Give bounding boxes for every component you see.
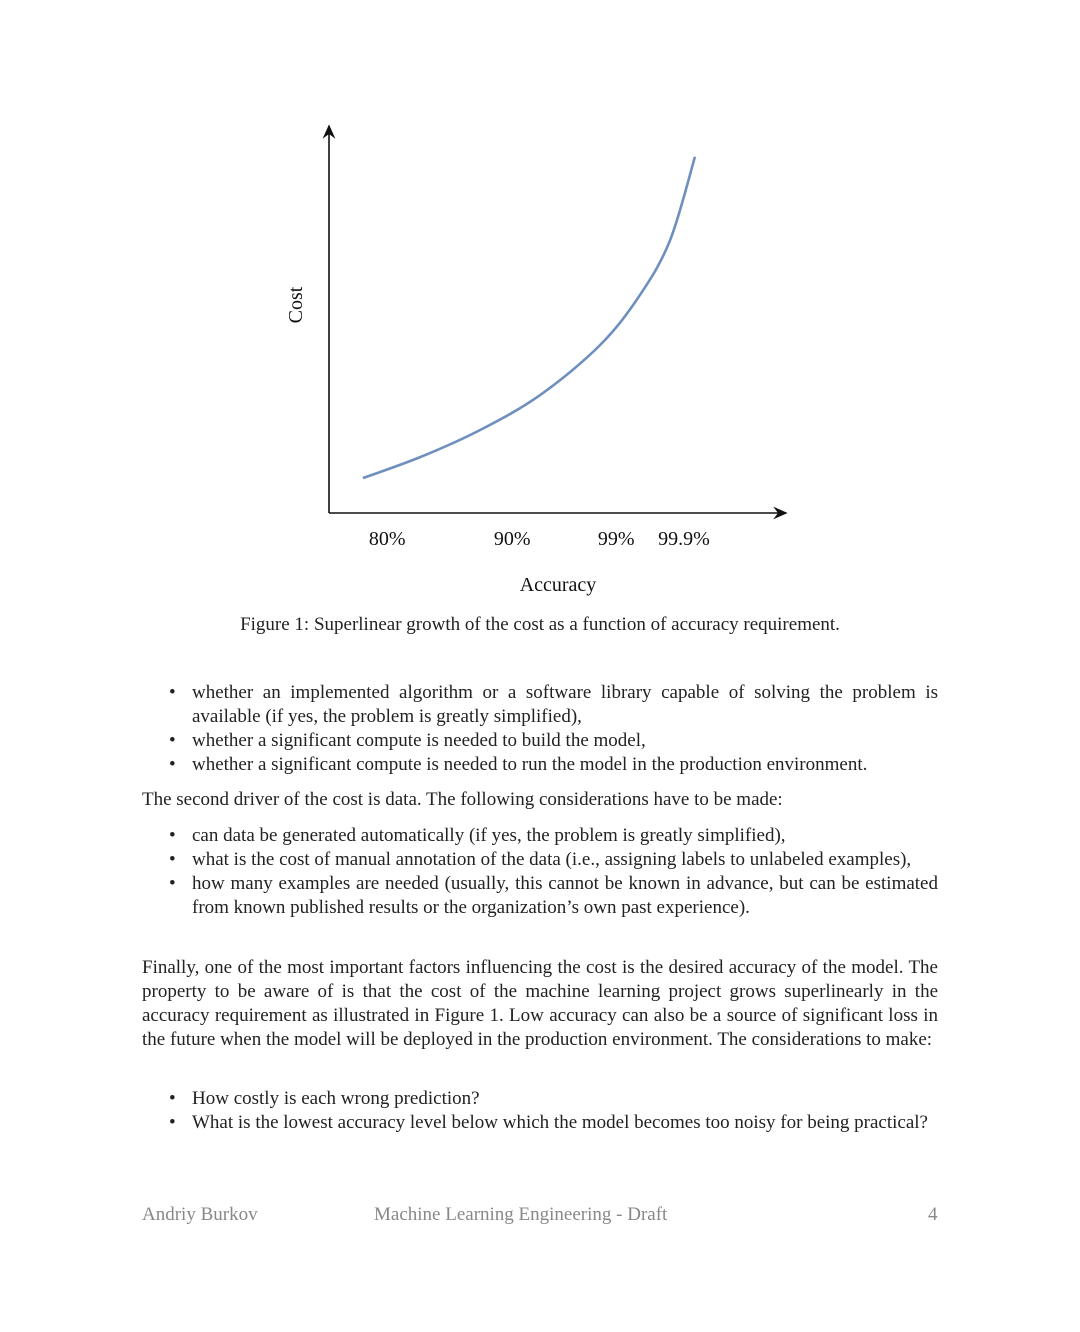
- x-tick-label: 90%: [493, 528, 531, 550]
- x-tick-label: 99%: [597, 528, 635, 550]
- x-tick-label: 99.9%: [658, 528, 710, 550]
- list-item: • what is the cost of manual annotation of the data (i.e., assigning labels to unlabeled examples),: [142, 848, 938, 872]
- list-item: • how many examples are needed (usually, this cannot be known in advance, but can be estimated from known published results or the organization’s own past experience).: [142, 872, 938, 920]
- paragraph: Finally, one of the most important factors influencing the cost is the desired accuracy of the model. The property to be aware of is that the cost of the machine learning project grows superlinearly in the accuracy requirement as illustrated in Figure 1. Low accuracy can also be a source of significant loss in the future when the model will be deployed in the production environment. The considerations to make:: [142, 957, 938, 1050]
- list-item: • What is the lowest accuracy level below which the model becomes too noisy for being practical?: [142, 1111, 938, 1135]
- paragraph: The second driver of the cost is data. The following considerations have to be made:: [142, 789, 783, 810]
- considerations-list-1: [142, 681, 938, 777]
- x-axis-label: Accuracy: [519, 574, 597, 596]
- cost-accuracy-chart: [0, 0, 1080, 660]
- list-item: • whether an implemented algorithm or a software library capable of solving the problem is available (if yes, the problem is greatly simplified),: [142, 681, 938, 729]
- considerations-list-2: [142, 824, 938, 920]
- list-item: • whether a significant compute is needed to run the model in the production environment.: [142, 753, 938, 777]
- footer-author: Andriy Burkov: [142, 1204, 258, 1225]
- list-item: • whether a significant compute is needed to build the model,: [142, 729, 938, 753]
- y-axis-label: Cost: [285, 286, 307, 324]
- list-item: • How costly is each wrong prediction?: [142, 1087, 938, 1111]
- footer-title: Machine Learning Engineering - Draft: [374, 1204, 668, 1225]
- figure-caption: Figure 1: Superlinear growth of the cost as a function of accuracy requirement.: [240, 614, 840, 635]
- x-tick-label: 80%: [368, 528, 406, 550]
- page-number: 4: [928, 1204, 938, 1225]
- list-item: • can data be generated automatically (if yes, the problem is greatly simplified),: [142, 824, 938, 848]
- cost-curve: [363, 157, 695, 478]
- considerations-list-3: [142, 1087, 938, 1135]
